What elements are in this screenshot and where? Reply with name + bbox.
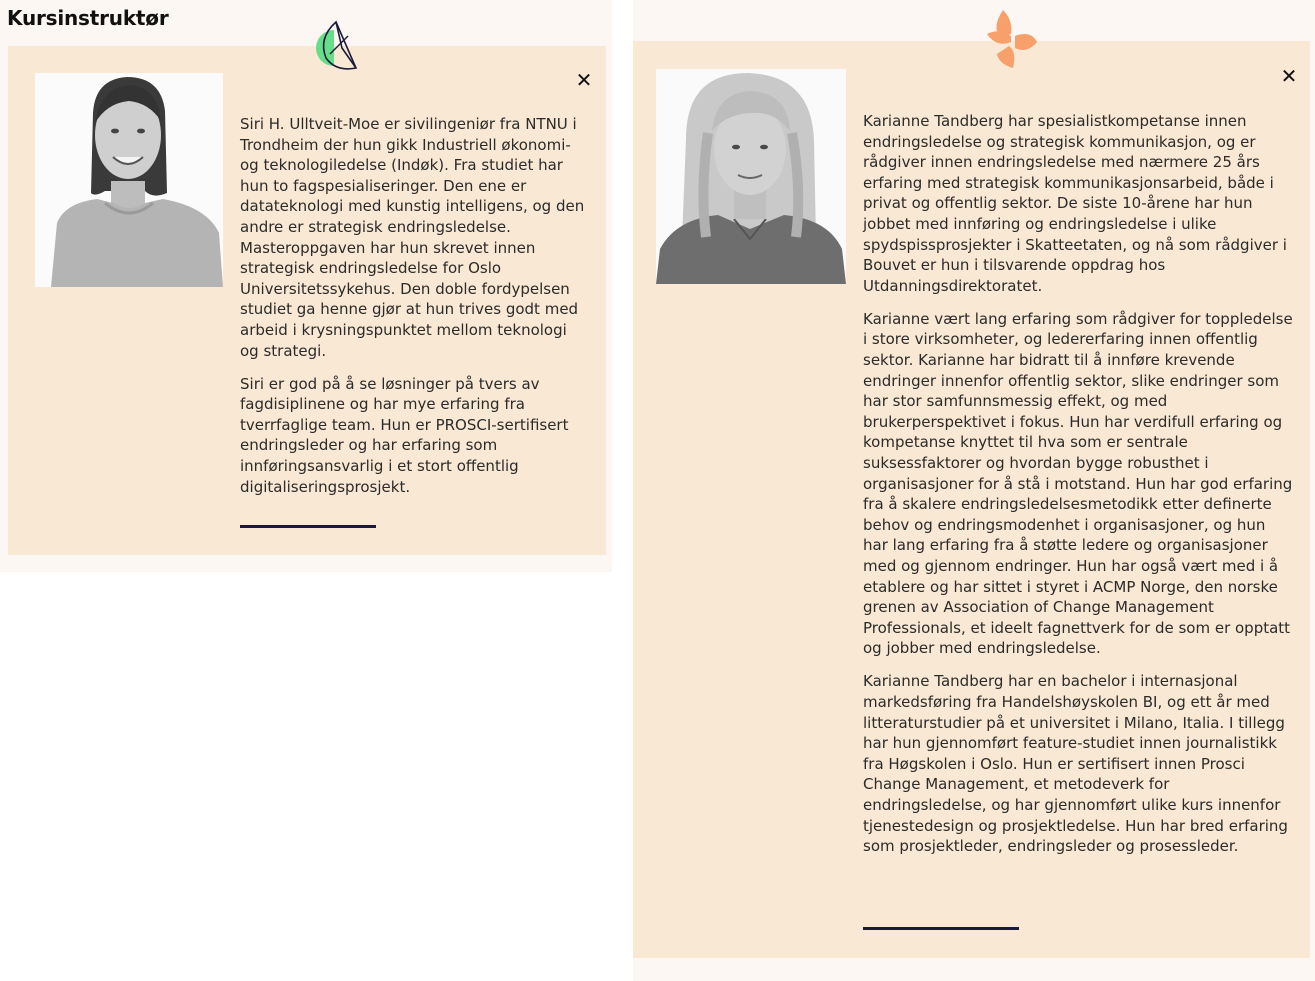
close-icon[interactable]: ✕: [1280, 64, 1298, 88]
portrait-woman-dark-hair: [35, 73, 223, 287]
close-icon[interactable]: ✕: [575, 68, 593, 92]
orange-petal-logo-icon: [983, 8, 1039, 70]
instructor-panel-right: [633, 0, 1315, 981]
section-heading: Kursinstruktør: [7, 6, 169, 30]
bio-paragraph: Siri H. Ulltveit-Moe er sivilingeniør fra NTNU i Trondheim der hun gikk Industriell økonomi- og teknologiledelse (Indøk). Fra studiet har hun to fagspesialiseringer. Den ene er datateknologi med kunstig intelligens, og den andre er strategisk endringsledelse. Masteroppgaven har hun skrevet innen strategisk endringsledelse for Oslo Universitetssykehus. Den doble fordypelsen studiet ga henne gjør at hun trives godt med arbeid i krysningspunktet mellom teknologi og strategi.: [240, 115, 585, 360]
instructor-card-karianne: [633, 41, 1310, 958]
instructor-photo: [656, 69, 846, 284]
accent-underline: [863, 927, 1019, 930]
leaf-circle-logo-icon: [312, 18, 362, 73]
bio-paragraph: Karianne Tandberg har en bachelor i internasjonal markedsføring fra Handelshøyskolen BI, og ett år med litteraturstudier på et universitet i Milano, Italia. I tillegg har hun gjennomført feature-studiet innen journalistikk fra Høgskolen i Oslo. Hun er sertifisert innen Prosci Change Management, et metodeverk for endringsledelse, og har gjennomført ulike kurs innenfor tjenestedesign og prosjektledelse. Hun har bred erfaring som prosjektleder, endringsleder og prosessleder.: [863, 672, 1288, 856]
instructor-bio: [240, 114, 590, 510]
bio-paragraph: Karianne Tandberg har spesialistkompetanse innen endringsledelse og strategisk kommunikasjon, og er rådgiver innen endringsledelse med nærmere 25 års erfaring med strategisk kommunikasjonsarbeid, både i privat og offentlig sektor. De siste 10-årene har hun jobbet med innføring og endringsledelse i ulike spydspissprosjekter i Skatteetaten, og nå som rådgiver i Bouvet er hun i tilsvarende oppdrag hos Utdanningsdirektoratet.: [863, 112, 1287, 295]
accent-underline: [240, 525, 376, 528]
instructor-bio: [863, 111, 1293, 869]
bio-paragraph: Siri er god på å se løsninger på tvers av fagdisiplinene og har mye erfaring fra tverrfaglige team. Hun er PROSCI-sertifisert endringsleder og har erfaring som innføringsansvarlig i et stort offentlig digitaliseringsprosjekt.: [240, 374, 569, 496]
portrait-woman-blonde-hair: [656, 69, 846, 284]
instructor-photo: [35, 73, 223, 287]
instructor-card-siri: [8, 46, 606, 555]
instructor-panel-left: [0, 0, 612, 572]
bio-paragraph: Karianne vært lang erfaring som rådgiver for toppledelse i store virksomheter, og ledererfaring innen offentlig sektor. Karianne har bidratt til å innføre krevende endringer innenfor offentlig sektor, slike endringer som har stor samfunnsmessig effekt, og med brukerperspektivet i fokus. Hun har verdifull erfaring og kompetanse knyttet til hva som er sentrale suksessfaktorer og hvordan bygge robusthet i organisasjoner for å stå i motstand. Hun har god erfaring fra å skalere endringsledelsesmetodikk etter definerte behov og endringsmodenhet i organisasjoner, og hun har lang erfaring fra å støtte ledere og organisasjoner med og gjennom endringer. Hun har også vært med i å etablere og har sittet i styret i ACMP Norge, den norske grenen av Association of Change Management Professionals, et ideelt fagnettverk for de som er opptatt og jobber med endringsledelse.: [863, 309, 1293, 658]
